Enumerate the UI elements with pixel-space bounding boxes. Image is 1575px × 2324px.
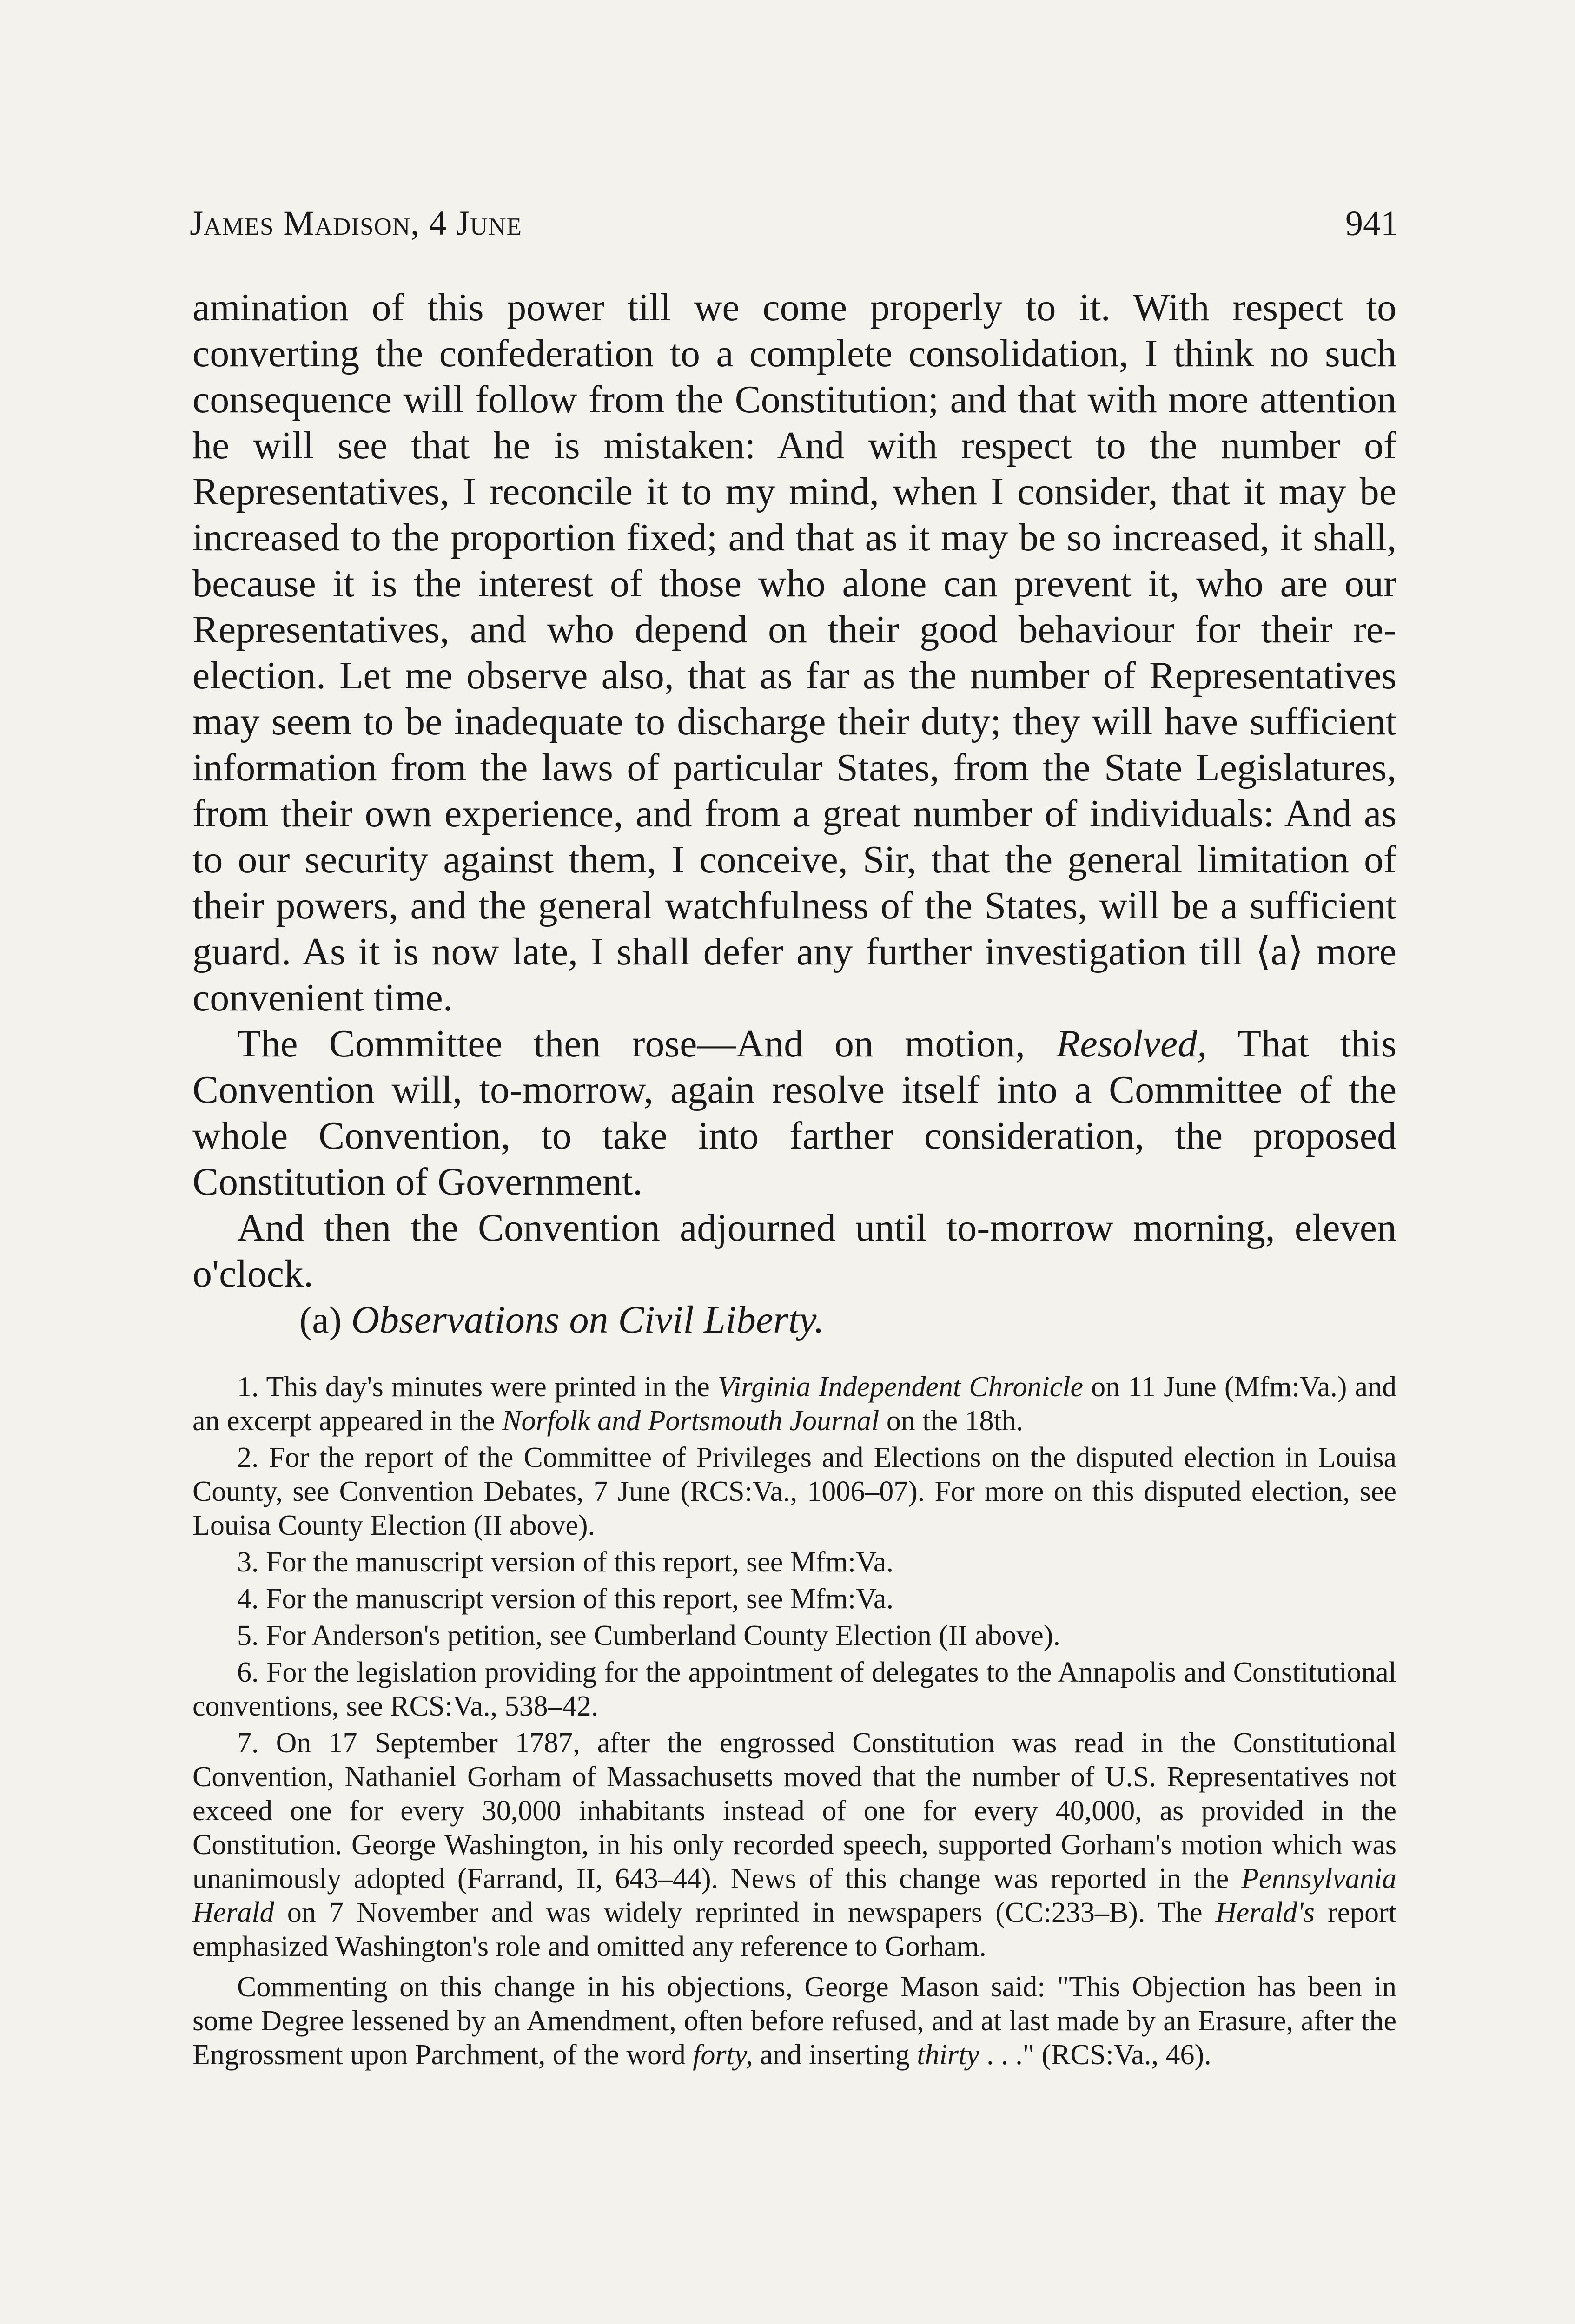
footnote-4: 4. For the manuscript version of this report, see Mfm:Va. [237,1583,893,1615]
footnote-3: 3. For the manuscript version of this report, see Mfm:Va. [237,1546,893,1578]
footnote-6: 6. For the legislation providing for the appointment of delegates to the Annapolis and Constitutional conventions, see RCS:Va., 538–42. [192,1657,1396,1722]
page-number: 941 [1345,204,1398,243]
footnote-2: 2. For the report of the Committee of Privileges and Elections on the disputed election in Louisa County, see Convention Debates, 7 June (RCS:Va., 1006–07). For more on this disputed election, see Louisa County Election (II above). [192,1442,1396,1541]
main-text [192,284,1396,1343]
committee-paragraph: The Committee then rose—And on motion, Resolved, That this Convention will, to-morrow, again resolve itself into a Committee of the whole Convention, to take into farther consideration, the proposed Constitution of Government. [192,1022,1397,1203]
footnote-5: 5. For Anderson's petition, see Cumberland County Election (II above). [237,1620,1060,1651]
running-head: James Madison, 4 June [190,204,522,243]
footnote-1: 1. This day's minutes were printed in the Virginia Independent Chronicle on 11 June (Mfm:Va.) and an excerpt appeared in the Norfolk and Portsmouth Journal on the 18th. [192,1371,1396,1437]
page-header [190,204,1398,255]
adjourn-paragraph: And then the Convention adjourned until to-morrow morning, eleven o'clock. [192,1206,1396,1295]
speech-continuation-paragraph: amination of this power till we come properly to it. With respect to converting the confederation to a complete consolidation, I think no such consequence will follow from the Constitution; and that with more attention he will see that he is mistaken: And with respect to the number of Representatives, I reconcile it to my mind, when I consider, that it may be increased to the proportion fixed; and that as it may be so increased, it shall, because it is the interest of those who alone can prevent it, who are our Representatives, and who depend on their good behaviour for their re-election. Let me observe also, that as far as the number of Representatives may seem to be inadequate to discharge their duty; they will have sufficient information from the laws of particular States, from the State Legislatures, from their own experience, and from a great number of individuals: And as to our security against them, I conceive, Sir, that the general limitation of their powers, and the general watchfulness of the States, will be a sufficient guard. As it is now late, I shall defer any further investigation till ⟨a⟩ more convenient time. [192,286,1396,1019]
footnote-7: 7. On 17 September 1787, after the engrossed Constitution was read in the Constitutional Convention, Nathaniel Gorham of Massachusetts moved that the number of U.S. Representatives not exceed one for every 30,000 inhabitants instead of one for every 40,000, as provided in the Constitution. George Washington, in his only recorded speech, supported Gorham's motion which was unanimously adopted (Farrand, II, 643–44). News of this change was reported in the Pennsylvania Herald on 7 November and was widely reprinted in newspapers (CC:233–B). The Herald's report emphasized Washington's role and omitted any reference to Gorham. [192,1727,1396,1962]
footnote-7-continuation: Commenting on this change in his objections, George Mason said: "This Objection has been in some Degree lessened by an Amendment, often before refused, and at last made by an Erasure, after the Engrossment upon Parchment, of the word forty, and inserting thirty . . ." (RCS:Va., 46). [192,1971,1396,2071]
editorial-note-a: (a) Observations on Civil Liberty. [299,1298,824,1341]
footnotes [192,1370,1396,2075]
